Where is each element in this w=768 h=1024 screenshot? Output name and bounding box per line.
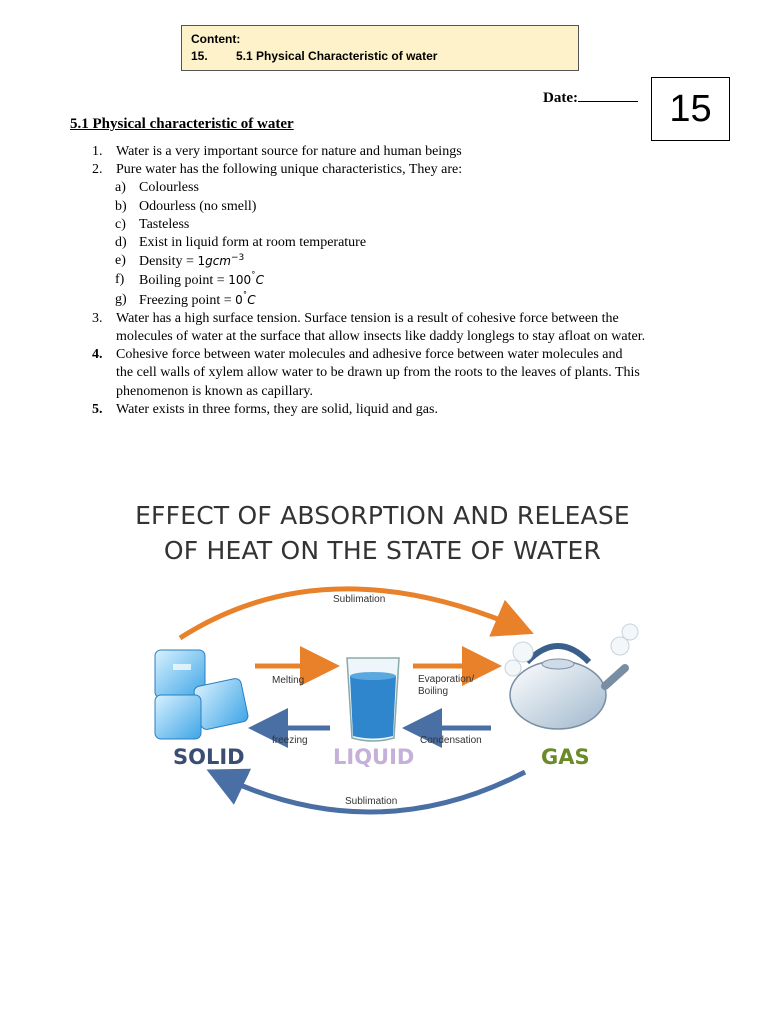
sublimation-top-label: Sublimation — [333, 594, 386, 605]
page-number: 15 — [669, 87, 712, 130]
list-item — [92, 161, 732, 179]
diagram-title-line-1: EFFECT OF ABSORPTION AND RELEASE — [135, 501, 630, 530]
characteristic-text: Density = — [139, 254, 194, 270]
solid-label: SOLID — [173, 745, 245, 769]
characteristic-letter: b) — [115, 198, 127, 214]
characteristic-text: Exist in liquid form at room temperature — [139, 235, 367, 251]
content-item — [191, 48, 569, 65]
freezing-label: freezing — [272, 735, 308, 746]
date-label: Date: — [543, 90, 578, 106]
freezing-value: 0˚C — [235, 291, 256, 307]
list-number: 5. — [92, 401, 103, 417]
list-text-line: molecules of water at the surface that allow insects like daddy longlegs to stay afloat on water. — [116, 329, 646, 345]
characteristic-boiling — [92, 271, 732, 290]
date-field — [543, 88, 638, 107]
characteristic-text: Colourless — [139, 180, 199, 196]
characteristic-density — [92, 252, 732, 271]
characteristic-text: Tasteless — [139, 216, 190, 232]
characteristic-item — [92, 234, 732, 252]
characteristic-text: Freezing point = — [139, 292, 232, 308]
body-text — [92, 143, 732, 419]
list-number: 4. — [92, 347, 103, 363]
density-value: 1gcm$^{-3}$ — [197, 253, 245, 269]
characteristic-text: Boiling point = — [139, 273, 225, 289]
list-text: Pure water has the following unique characteristics, They are: — [116, 162, 463, 178]
list-item — [92, 143, 732, 161]
evaporation-label: Evaporation/ Boiling — [418, 674, 475, 697]
characteristic-letter: g) — [115, 291, 127, 307]
list-item — [92, 310, 732, 346]
content-item-number: 15. — [191, 49, 208, 63]
diagram-graphics — [115, 490, 660, 830]
gas-label: GAS — [541, 745, 590, 769]
characteristic-item — [92, 179, 732, 197]
kettle-image — [505, 624, 638, 729]
glass-of-water-image — [347, 658, 399, 741]
characteristic-item — [92, 216, 732, 234]
list-text-line: Water exists in three forms, they are solid, liquid and gas. — [116, 401, 438, 417]
characteristic-letter: d) — [115, 235, 127, 251]
list-text-line: phenomenon is known as capillary. — [116, 383, 313, 399]
characteristic-letter: a) — [115, 180, 126, 196]
list-text: Water is a very important source for nature and human beings — [116, 144, 462, 159]
characteristic-item — [92, 198, 732, 216]
ice-cubes-image — [155, 650, 249, 739]
section-heading: 5.1 Physical characteristic of water — [70, 116, 294, 132]
page-number-box — [651, 77, 730, 141]
list-item — [92, 401, 732, 419]
characteristic-letter: e) — [115, 253, 126, 269]
list-item — [92, 346, 732, 401]
liquid-label: LIQUID — [333, 745, 415, 769]
list-number: 1. — [92, 144, 103, 159]
content-label: Content: — [191, 32, 241, 46]
characteristic-text: Odourless (no smell) — [139, 198, 257, 214]
characteristic-letter: c) — [115, 216, 126, 232]
list-text-line: Cohesive force between water molecules and adhesive force between water molecules and — [116, 347, 623, 363]
content-header-box — [181, 25, 579, 71]
condensation-label: Condensation — [420, 735, 482, 746]
list-number: 3. — [92, 310, 103, 326]
list-text-line: the cell walls of xylem allow water to be drawn up from the roots to the leaves of plants. This — [116, 365, 640, 381]
sublimation-bottom-label: Sublimation — [345, 796, 398, 807]
list-number: 2. — [92, 162, 103, 178]
content-item-title: 5.1 Physical Characteristic of water — [236, 49, 438, 63]
melting-label: Melting — [272, 675, 305, 686]
boiling-value: 100˚C — [228, 272, 264, 288]
list-text-line: Water has a high surface tension. Surface tension is a result of cohesive force between the — [116, 310, 619, 326]
states-of-water-diagram — [115, 490, 660, 830]
date-blank-line — [578, 88, 638, 102]
diagram-title-line-2: OF HEAT ON THE STATE OF WATER — [163, 536, 602, 565]
characteristic-letter: f) — [115, 272, 125, 288]
characteristic-freezing — [92, 291, 732, 310]
